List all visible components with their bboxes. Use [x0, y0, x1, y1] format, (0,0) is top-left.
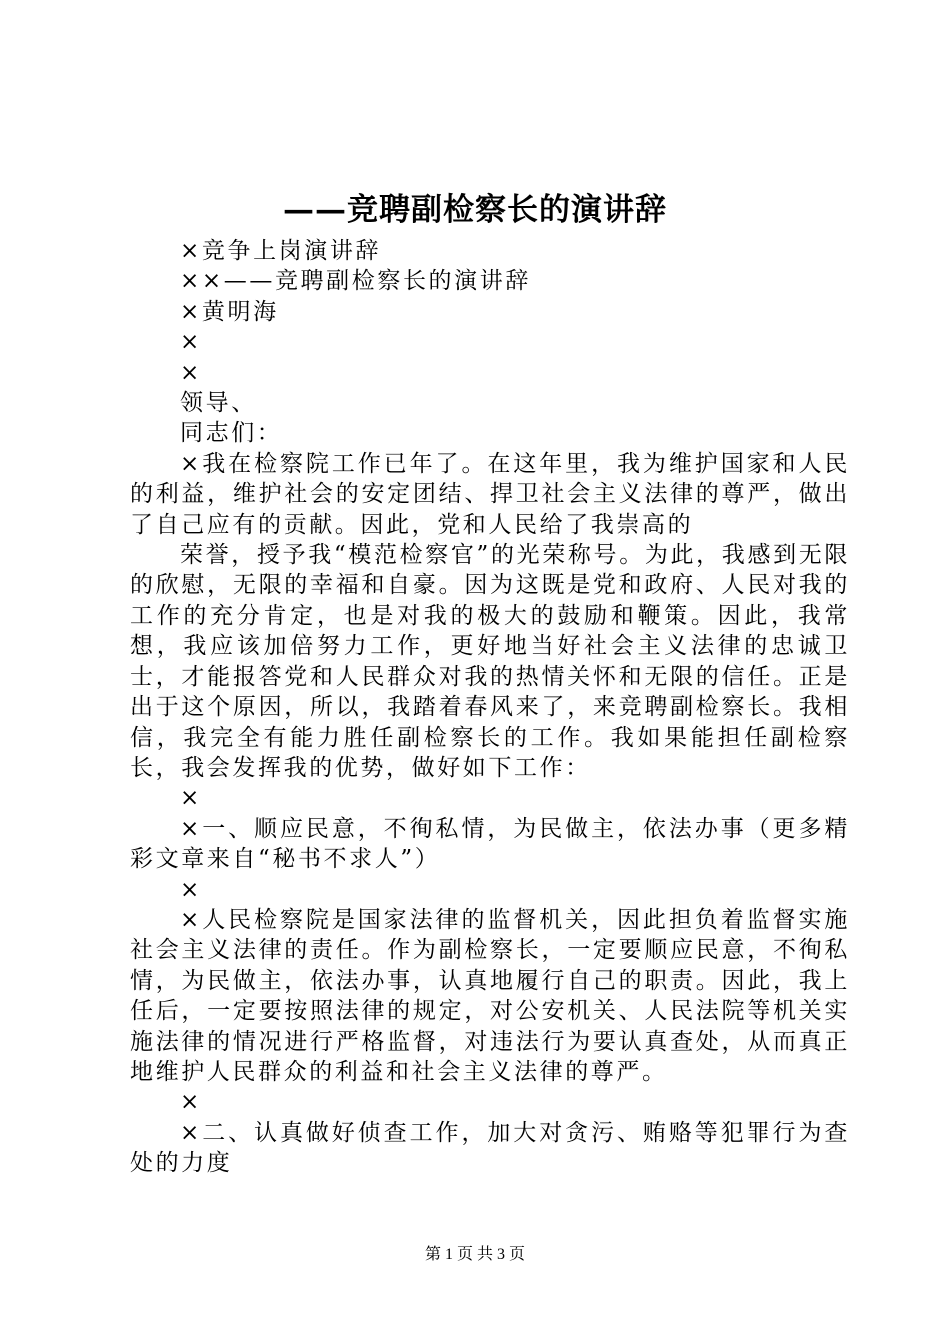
paragraph: ××——竞聘副检察长的演讲辞: [180, 268, 531, 295]
paragraph: ×: [180, 785, 202, 812]
section-heading: ×一、顺应民意，不徇私情，为民做主，依法办事（更多精彩文章来自“秘书不求人”）: [130, 815, 850, 873]
paragraph: 荣誉，授予我“模范检察官”的光荣称号。为此，我感到无限的欣慰，无限的幸福和自豪。因为这既是党和政府、人民对我的工作的充分肯定，也是对我的极大的鼓励和鞭策。因此，我常想，我应该加倍努力工作，更好地当好社会主义法律的忠诚卫士，才能报答党和人民群众对我的热情关怀和无限的信任。正是出于这个原因，所以，我踏着春风来了，来竞聘副检察长。我相信，我完全有能力胜任副检察长的工作。我如果能担任副检察长，我会发挥我的优势，做好如下工作：: [130, 542, 850, 781]
paragraph: ×: [180, 329, 202, 356]
paragraph: ×黄明海: [180, 298, 279, 325]
paragraph: ×人民检察院是国家法律的监督机关，因此担负着监督实施社会主义法律的责任。作为副检察长，一定要顺应民意，不徇私情，为民做主，依法办事，认真地履行自己的职责。因此，我上任后，一定要按照法律的规定，对公安机关、人民法院等机关实施法律的情况进行严格监督，对违法行为要认真查处，从而真正地维护人民群众的利益和社会主义法律的尊严。: [130, 906, 850, 1085]
paragraph: ×竞争上岗演讲辞: [180, 238, 382, 264]
page-number-footer: 第 1 页 共 3 页: [424, 1246, 525, 1263]
document-title: ——竞聘副检察长的演讲辞: [283, 192, 667, 228]
salutation-line: 领导、: [180, 390, 257, 417]
document-body: [130, 236, 850, 1179]
paragraph: ×: [180, 1089, 202, 1116]
salutation-line: 同志们：: [180, 420, 283, 447]
paragraph: ×: [180, 359, 202, 386]
paragraph: ×我在检察院工作已年了。在这年里，我为维护国家和人民的利益，维护社会的安定团结、捍卫社会主义法律的尊严，做出了自己应有的贡献。因此，党和人民给了我崇高的: [130, 450, 850, 538]
paragraph: ×: [180, 876, 202, 903]
section-heading: ×二、认真做好侦查工作，加大对贪污、贿赂等犯罪行为查处的力度: [130, 1119, 850, 1177]
